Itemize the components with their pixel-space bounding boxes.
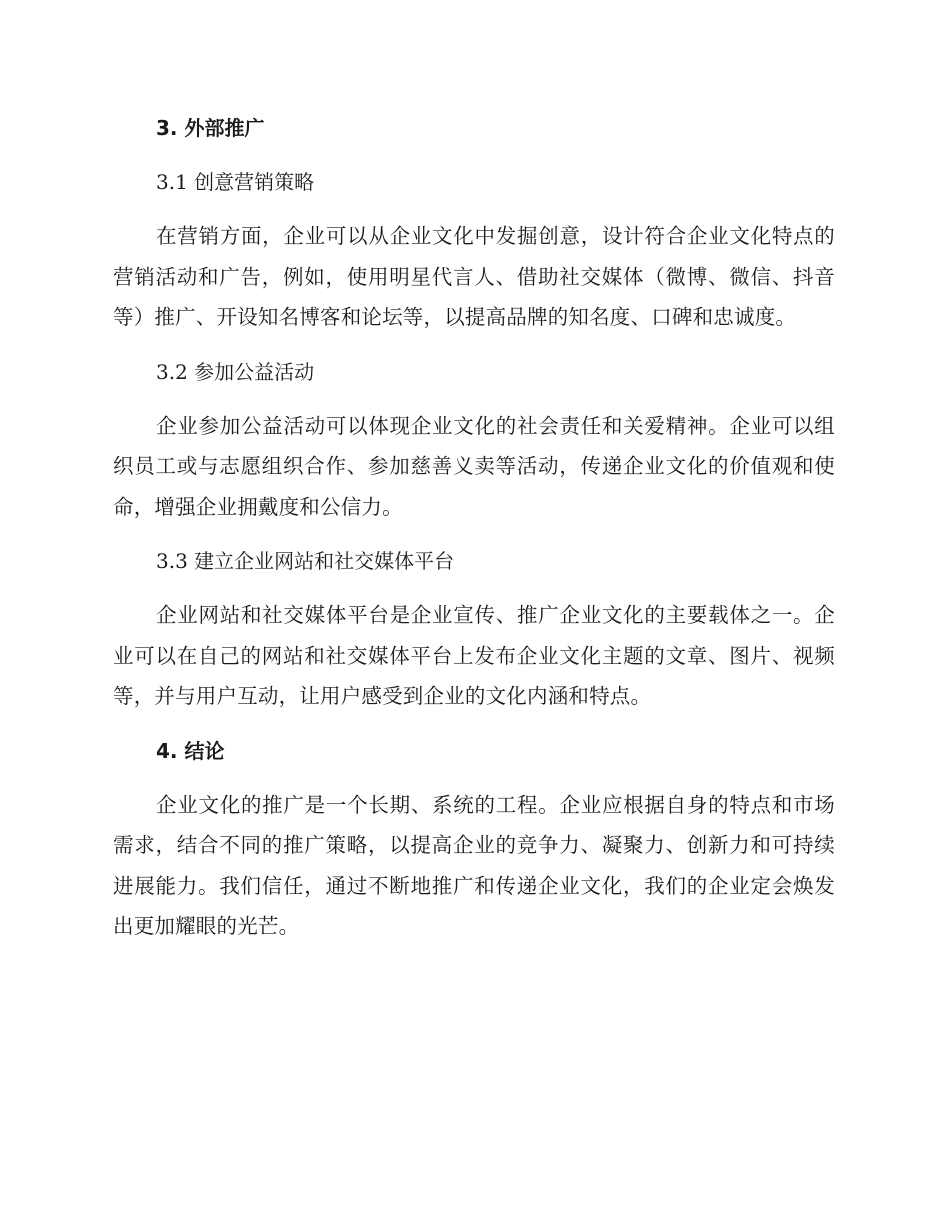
section-heading-external-promotion: 3. 外部推广 — [156, 116, 265, 140]
paragraph-website-social-media: 企业网站和社交媒体平台是企业宣传、推广企业文化的主要载体之一。企业可以在自己的网站和社交媒体平台上发布企业文化主题的文章、图片、视频等，并与用户互动，让用户感受到企业的文化内涵和特点。 — [113, 603, 835, 708]
document-content — [113, 108, 835, 961]
paragraph-conclusion: 企业文化的推广是一个长期、系统的工程。企业应根据自身的特点和市场需求，结合不同的推广策略，以提高企业的竞争力、凝聚力、创新力和可持续进展能力。我们信任，通过不断地推广和传递企业文化，我们的企业定会焕发出更加耀眼的光芒。 — [113, 792, 835, 938]
paragraph-public-welfare: 企业参加公益活动可以体现企业文化的社会责任和关爱精神。企业可以组织员工或与志愿组织合作、参加慈善义卖等活动，传递企业文化的价值观和使命，增强企业拥戴度和公信力。 — [113, 413, 835, 519]
subsection-title-public-welfare: 3.2 参加公益活动 — [156, 359, 315, 384]
subsection-title-creative-marketing: 3.1 创意营销策略 — [156, 170, 315, 194]
section-heading-conclusion: 4. 结论 — [156, 738, 225, 763]
subsection-title-website-social-media: 3.3 建立企业网站和社交媒体平台 — [156, 549, 455, 573]
paragraph-creative-marketing: 在营销方面，企业可以从企业文化中发掘创意，设计符合企业文化特点的营销活动和广告，例如，使用明星代言人、借助社交媒体（微博、微信、抖音等）推广、开设知名博客和论坛等，以提高品牌的知名度、口碑和忠诚度。 — [113, 224, 835, 329]
